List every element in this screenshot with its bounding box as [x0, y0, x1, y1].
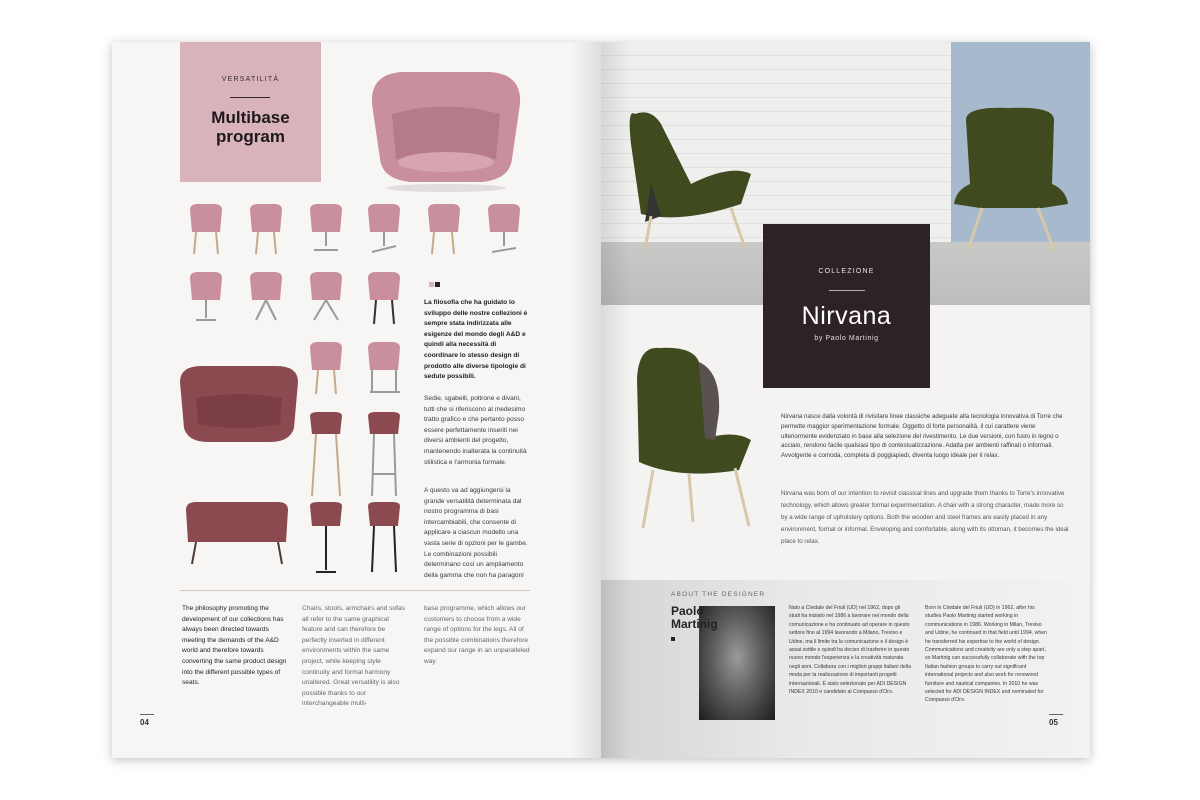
- page-number-right: 05: [1049, 718, 1058, 727]
- paragraph-en-3: base programme, which allows our customers to choose from a wide range of options for the legs. All of the possible combinations therefore expand our range in an unparalleled way.: [424, 605, 530, 665]
- designer-marker: [671, 637, 675, 641]
- chair-variants-row-2: [182, 270, 412, 330]
- hero-armchair-image: [362, 64, 530, 194]
- designer-first-name: Paolo: [671, 604, 704, 618]
- section-divider: [180, 590, 530, 591]
- green-armchair-right-image: [946, 104, 1076, 254]
- designer-name: [671, 605, 718, 631]
- stool-variants: [302, 410, 412, 500]
- paragraph-en-2: Chairs, stools, armchairs and sofas all refer to the same graphical feature and can therefore be perfectly inserted in different environments within the same project, while keeping style continuity and formal harmony unaltered. Great versatility is also possible thanks to our interchangeable multi-: [302, 605, 405, 708]
- collection-subtitle: by Paolo Martinig: [814, 335, 879, 342]
- designer-bio-it: Nato a Cividale del Friuli (UD) nel 1962, dopo gli studi ha iniziato nel 1986 a lavorare nel mondo della comunicazione e ha continuato ad operare in questo settore fino al 1994 lavorando a Milano, Treviso e Udine, ma il limite tra la comunicazione e il design è assai sottile e quindi ha deciso di trasferire in questo nuovo mondo l'esperienza e la creatività maturata negli anni. Collabora con i migliori gruppi italiani della moda per la realizzazione di importanti progetti internazionali. È stato selezionato per ADI DESIGN INDEX 2010 e candidato al Compasso d'Oro.: [789, 605, 911, 696]
- description-it: Nirvana nasce dalla volontà di rivisitare linee classiche adeguate alla tecnologia innovativa di Torre che permette maggior sperimentazione formale. Oggetto di forte personalità, il cui carattere viene ulteriormente evidenziato in base alla selezione del rivestimento. Le due versioni, con fusto in legno o acciaio, rendono facile qualsiasi tipo di contestualizzazione. Adatta per ambienti raffinati o informali. Avvolgente e comoda, completa di poggiapiedi, diventa luogo ideale per il relax.: [781, 413, 1063, 460]
- designer-last-name: Martinig: [671, 617, 718, 631]
- marker-dark: [435, 282, 440, 287]
- rose-armchair-image: [174, 362, 304, 450]
- intro-bold-text: La filosofia che ha guidato lo sviluppo delle nostre collezioni è sempre stata indirizzata alle esigenze del mondo degli A&D e quindi alla necessità di coordinare lo stesso design di prodotto alle diverse tipologie di sedute possibili.: [424, 299, 528, 381]
- paragraph-it-3: A questo va ad aggiungersi la grande versatilità determinata dal nostro programma di basi intercambiabili, che consente di applicare a ciascun modello una vasta serie di opzioni per le gambe. Le combinazioni possibili determinano così un ampliamento della gamma che non ha paragoni: [424, 487, 528, 579]
- title-line-2: program: [216, 127, 285, 146]
- right-page: [601, 42, 1090, 758]
- paragraph-en-1: The philosophy promoting the development of our collections has always been directed towards meeting the demands of the A&D world and therefore towards converting the same product design into the different possible types of seats.: [182, 605, 287, 687]
- left-page: [112, 42, 601, 758]
- folio-rule-right: [1049, 714, 1063, 715]
- title-box: [180, 42, 321, 182]
- section-kicker: VERSATILITÀ: [221, 76, 280, 83]
- green-armchair-hero-image: [619, 342, 769, 532]
- chair-variants-row-1: [182, 202, 542, 262]
- title-line-1: Multibase: [211, 108, 290, 127]
- green-armchair-left-image: [621, 104, 771, 254]
- folio-rule-left: [140, 714, 154, 715]
- page-title: [180, 108, 321, 146]
- page-number-left: 04: [140, 718, 149, 727]
- designer-bio-en: Born in Cividale del Friuli (UD) in 1962, after his studies Paolo Martinig started working in communications in 1986. Working in Milan, Treviso and Udine, he continued in that field until 1994, when he transferred his expertise to the world of design. Communications and creativity are only a step apart, so Martinig can successfully collaborate with the top Italian fashion groups to carry out significant international projects and also work for renowned furniture and nautical companies. In 2010 he was selected for ADI DESIGN INDEX and nominated for Compasso d'Oro.: [925, 605, 1047, 704]
- collection-title-box: [763, 224, 930, 388]
- chair-variants-row-3: [302, 340, 412, 400]
- collection-title: Nirvana: [801, 302, 892, 330]
- title-rule: [230, 97, 270, 98]
- intro-paragraph-it: [424, 298, 532, 383]
- collection-kicker: COLLEZIONE: [818, 268, 875, 275]
- paragraph-it-2: Sedie, sgabelli, poltrone e divani, tutti che si riferiscono al medesimo tratto grafico e che pertanto posso essere perfettamente inseriti nei diversi ambienti del progetto, mantenendo inalterata la continuità stilistica e l'armonia formale.: [424, 395, 527, 466]
- sofa-image: [182, 498, 292, 568]
- chair-variants-row-4: [302, 500, 412, 580]
- collection-rule: [829, 290, 865, 291]
- about-designer-label: ABOUT THE DESIGNER: [671, 591, 766, 598]
- description-en: Nirvana was born of our intention to revisit classical lines and upgrade them thanks to Torre's innovative technology, which allows greater formal experimentation. A chair with a strong character, made more so by a wide range of upholstery options. Both the wooden and steel frames are easily placed in any environment, formal or informal. Enveloping and comfortable, along with its ottoman, it becomes the ideal place to relax.: [781, 490, 1069, 545]
- magazine-spread: [112, 42, 1090, 758]
- marker-pink: [429, 282, 434, 287]
